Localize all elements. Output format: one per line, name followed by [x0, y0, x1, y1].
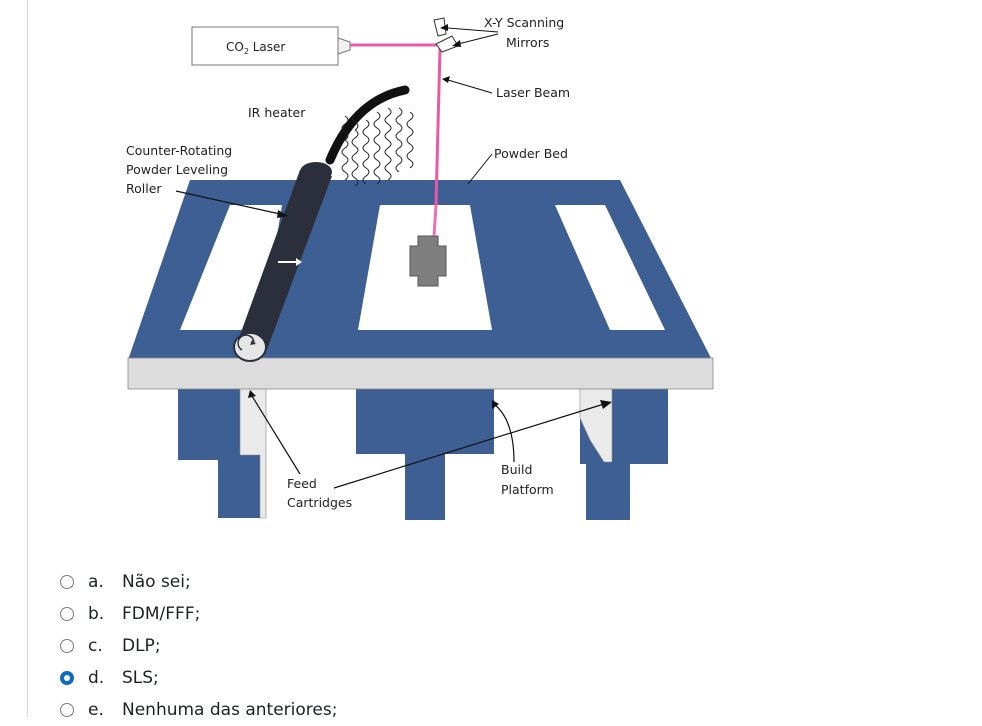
radio-button[interactable] — [60, 607, 74, 621]
option-letter: a. — [88, 572, 104, 592]
option-a[interactable] — [60, 566, 337, 598]
ir-heater-label: IR heater — [248, 105, 306, 120]
option-text: Não sei; — [122, 572, 191, 592]
mirrors-label-line1: X-Y Scanning — [484, 15, 565, 30]
option-text: FDM/FFF; — [122, 604, 201, 624]
co2-laser-box — [192, 27, 350, 65]
option-letter: c. — [88, 636, 103, 656]
platform-front-rail — [128, 358, 713, 389]
laser-label-prefix: CO — [226, 40, 244, 54]
option-text: SLS; — [122, 668, 159, 688]
option-d[interactable] — [60, 662, 337, 694]
answer-options — [60, 566, 337, 726]
option-text: Nenhuma das anteriores; — [122, 700, 338, 720]
option-e[interactable] — [60, 694, 337, 726]
svg-text:CO2 Laser — [226, 40, 285, 56]
laser-beam-label: Laser Beam — [496, 85, 571, 100]
mirrors-label-line2: Mirrors — [506, 35, 550, 50]
radio-button[interactable] — [60, 703, 74, 717]
roller-label-line1: Counter-Rotating — [126, 143, 233, 158]
left-feed-cartridge — [178, 388, 266, 518]
laser-label-sub: 2 — [243, 47, 249, 56]
powder-bed-label: Powder Bed — [494, 146, 568, 161]
feed-cartridges-label-line1: Feed — [287, 476, 317, 491]
radio-button[interactable] — [60, 639, 74, 653]
option-text: DLP; — [122, 636, 161, 656]
roller-label-line3: Roller — [126, 181, 162, 196]
laser-label-suffix: Laser — [252, 40, 286, 54]
feed-cartridges-label-line2: Cartridges — [287, 495, 353, 510]
option-c[interactable] — [60, 630, 337, 662]
option-b[interactable] — [60, 598, 337, 630]
build-platform-cartridge — [356, 388, 494, 520]
option-letter: e. — [88, 700, 104, 720]
option-letter: d. — [88, 668, 105, 688]
option-letter: b. — [88, 604, 105, 624]
ir-heat-waves — [342, 108, 413, 186]
radio-button[interactable] — [60, 575, 74, 589]
build-platform-label-line2: Platform — [501, 482, 554, 497]
ir-heater — [330, 90, 405, 160]
build-platform-label-line1: Build — [501, 462, 533, 477]
radio-button-selected[interactable] — [60, 671, 74, 685]
xy-scanning-mirrors — [434, 18, 458, 52]
roller-label-line2: Powder Leveling — [126, 162, 229, 177]
